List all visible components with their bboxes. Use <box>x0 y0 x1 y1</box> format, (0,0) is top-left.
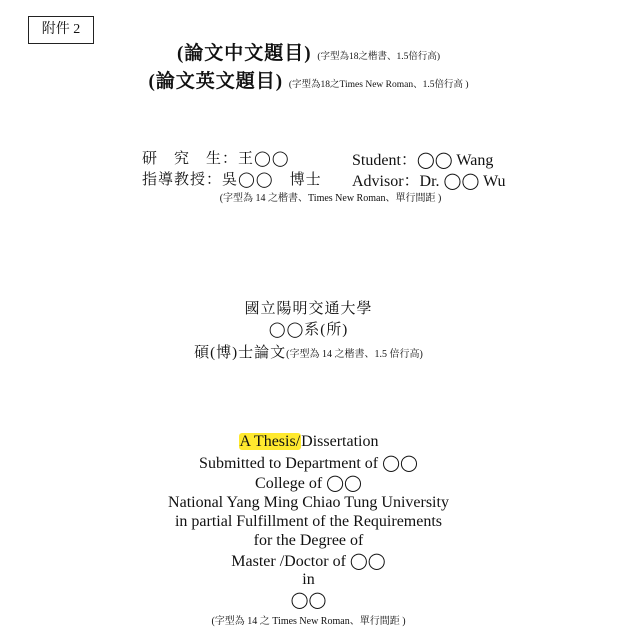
en-line-9: ◯◯ <box>290 592 327 609</box>
student-en: Student：◯◯ Wang <box>352 152 494 169</box>
title-cn-note: (字型為18之楷書、1.5倍行高) <box>317 52 441 62</box>
title-cn: (論文中文題目) <box>176 43 312 64</box>
title-cn-line <box>0 38 617 65</box>
english-block-note: (字型為 14 之 Times New Roman、單行間距 ) <box>211 616 406 627</box>
thesis-type: 碩(博)士論文 <box>194 345 287 361</box>
en-line-4: National Yang Ming Chiao Tung University <box>168 494 449 511</box>
title-en-note: (字型為18之Times New Roman、1.5倍行高 ) <box>288 80 469 90</box>
en-line-1-rest: Dissertation <box>301 433 379 450</box>
title-en-line <box>0 66 617 93</box>
thesis-type-line <box>0 341 617 362</box>
en-line-6: for the Degree of <box>253 532 364 549</box>
en-line-1 <box>0 433 617 451</box>
en-line-2: Submitted to Department of ◯◯ <box>199 455 418 472</box>
people-note: (字型為 14 之楷書、Times New Roman、單行間距 ) <box>219 193 442 204</box>
advisor-cn: 指導教授：吳◯◯ 博士 <box>142 172 322 188</box>
student-cn: 研 究 生：王◯◯ <box>142 151 290 167</box>
advisor-en: Advisor：Dr. ◯◯ Wu <box>352 173 506 190</box>
department: ◯◯系(所) <box>268 322 349 338</box>
highlighted-text: A Thesis/ <box>239 433 301 450</box>
university-name: 國立陽明交通大學 <box>244 301 373 317</box>
en-line-8: in <box>302 571 315 588</box>
en-line-7: Master /Doctor of ◯◯ <box>231 553 386 570</box>
attachment-label: 附件 2 <box>28 16 94 44</box>
en-line-3: College of ◯◯ <box>255 475 362 492</box>
thesis-type-note: (字型為 14 之楷書、1.5 倍行高) <box>286 349 423 360</box>
title-en: (論文英文題目) <box>148 71 284 92</box>
en-line-5: in partial Fulfillment of the Requirements <box>174 513 443 530</box>
